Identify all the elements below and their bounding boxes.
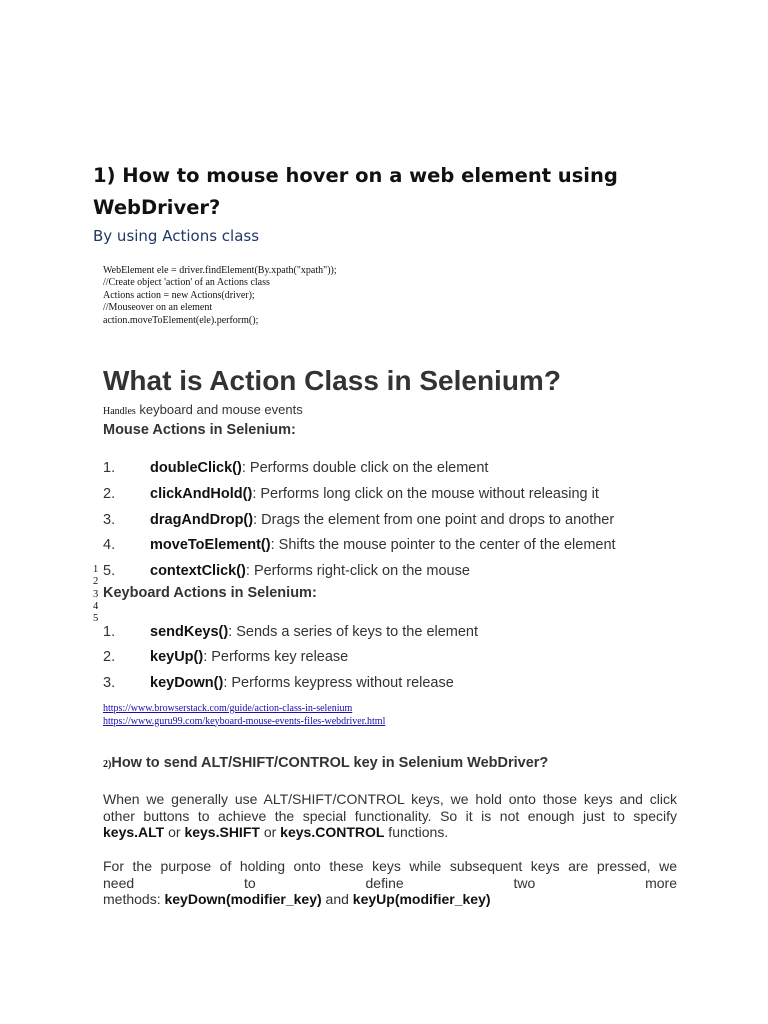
reference-links: [103, 703, 385, 728]
method-name: moveToElement(): [150, 537, 271, 553]
code-line: WebElement ele = driver.findElement(By.xpath("xpath"));: [103, 265, 337, 276]
question-2-title: [103, 755, 548, 771]
para-line: need to define two more: [103, 874, 677, 891]
method-name: keyDown(): [150, 675, 224, 691]
list-number: 4.: [103, 537, 116, 553]
list-number: 3.: [103, 675, 116, 691]
question-2-number: 2): [103, 759, 112, 770]
question-2-text: How to send ALT/SHIFT/CONTROL key in Selenium WebDriver?: [111, 755, 549, 771]
handles-text: keyboard and mouse events: [135, 402, 303, 417]
code-line: //Mouseover on an element: [103, 302, 213, 314]
key-name: keys.CONTROL: [280, 824, 385, 840]
mouse-actions-heading: Mouse Actions in Selenium:: [103, 422, 296, 438]
key-name: keys.ALT: [103, 824, 165, 840]
method-desc: : Shifts the mouse pointer to the center of the element: [270, 537, 616, 553]
method-desc: : Drags the element from one point and drops to another: [253, 512, 615, 528]
para-text: functions.: [384, 824, 449, 840]
para-line-3: [103, 891, 491, 907]
para-text: methods:: [103, 891, 165, 907]
gutter-number: 3: [93, 588, 99, 600]
paragraph-1: [103, 791, 677, 841]
code-snippet: [103, 265, 337, 327]
list-number: 1.: [103, 624, 116, 640]
gutter-number: 4: [93, 600, 99, 612]
method-name: doubleClick(): [150, 460, 242, 476]
key-name: keys.SHIFT: [184, 824, 260, 840]
question-1-title: 1) How to mouse hover on a web element using WebDriver?: [93, 164, 618, 219]
list-item: [103, 512, 703, 534]
para-line: For the purpose of holding onto these keys while subsequent keys are pressed, we: [103, 858, 677, 874]
method-name: sendKeys(): [150, 624, 229, 640]
method-desc: : Performs long click on the mouse without releasing it: [252, 486, 599, 502]
method-name: keyUp(): [150, 649, 204, 665]
list-item: [103, 460, 703, 482]
gutter-number: 5: [93, 613, 99, 625]
method-desc: : Performs key release: [203, 649, 349, 665]
code-line: action.moveToElement(ele).perform();: [103, 314, 259, 326]
list-item: [103, 675, 703, 697]
para-text: or: [259, 824, 281, 840]
list-number: 2.: [103, 649, 116, 665]
method-name: keyUp(modifier_key): [352, 891, 491, 907]
para-text: When we generally use ALT/SHIFT/CONTROL keys, we hold onto those keys and click other buttons to achieve the special functionality. So it is not enough just to specify: [103, 791, 677, 824]
code-line: Actions action = new Actions(driver);: [103, 289, 255, 301]
para-text: or: [164, 824, 185, 840]
action-class-heading: What is Action Class in Selenium?: [103, 365, 561, 396]
method-desc: : Performs keypress without release: [223, 675, 454, 691]
method-desc: : Sends a series of keys to the element: [228, 624, 479, 640]
paragraph-2: [103, 858, 677, 908]
method-desc: : Performs double click on the element: [241, 460, 489, 476]
method-name: contextClick(): [150, 563, 246, 579]
method-name: clickAndHold(): [150, 486, 253, 502]
list-number: 5.: [103, 563, 116, 579]
keyboard-actions-heading: Keyboard Actions in Selenium:: [103, 585, 317, 601]
handles-line: [103, 402, 303, 417]
list-number: 1.: [103, 460, 116, 476]
list-number: 2.: [103, 486, 116, 502]
list-item: [103, 486, 703, 508]
list-item: [103, 563, 703, 585]
question-1-subtitle: By using Actions class: [93, 227, 260, 245]
handles-word: Handles: [103, 406, 136, 417]
gutter-number: 2: [93, 576, 99, 588]
gutter-number: 1: [93, 564, 99, 575]
list-item: [103, 537, 703, 559]
code-line: //Create object 'action' of an Actions class: [103, 277, 270, 289]
para-text: and: [321, 891, 353, 907]
list-number: 3.: [103, 512, 116, 528]
method-name: dragAndDrop(): [150, 512, 254, 528]
link-guru99[interactable]: https://www.guru99.com/keyboard-mouse-events-files-webdriver.html: [103, 715, 386, 727]
list-item: [103, 624, 703, 646]
line-number-gutter: [93, 564, 98, 625]
method-name: keyDown(modifier_key): [164, 891, 322, 907]
link-browserstack[interactable]: https://www.browserstack.com/guide/action-class-in-selenium: [103, 703, 353, 714]
method-desc: : Performs right-click on the mouse: [245, 563, 470, 579]
list-item: [103, 649, 703, 671]
